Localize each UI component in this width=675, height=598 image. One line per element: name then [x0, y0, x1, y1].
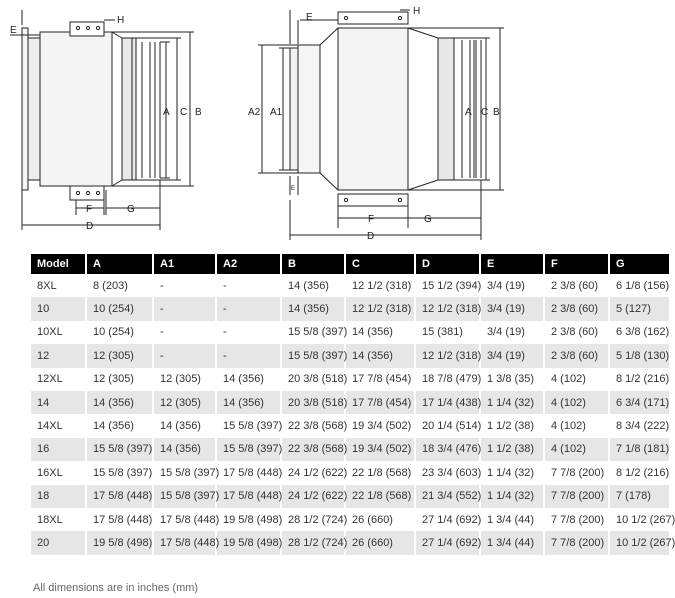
table-row	[31, 461, 670, 484]
table-cell: 12	[31, 344, 86, 367]
label-g-right: G	[424, 214, 432, 225]
table-cell: 4 (102)	[544, 438, 609, 461]
table-cell: 14 (356)	[153, 438, 216, 461]
table-cell: 12 1/2 (318)	[345, 274, 415, 297]
table-cell: 12 (305)	[153, 368, 216, 391]
table-cell: -	[216, 297, 281, 320]
table-cell: 1 1/2 (38)	[480, 438, 544, 461]
column-header: A	[86, 254, 153, 274]
table-cell: 16	[31, 438, 86, 461]
table-cell: -	[153, 274, 216, 297]
dimension-table	[31, 254, 675, 555]
table-cell: 8 (203)	[86, 274, 153, 297]
table-cell: 4 (102)	[544, 391, 609, 414]
table-cell: -	[153, 344, 216, 367]
table-cell: 14 (356)	[86, 391, 153, 414]
label-d-right: D	[367, 231, 375, 242]
table-cell: 14 (356)	[345, 344, 415, 367]
table-cell: 3/4 (19)	[480, 274, 544, 297]
table-cell: 7 7/8 (200)	[544, 508, 609, 531]
label-h-left: H	[117, 15, 125, 26]
table-cell: 1 1/2 (38)	[480, 414, 544, 437]
table-cell: 19 5/8 (498)	[216, 531, 281, 554]
table-cell: 7 (178)	[609, 485, 670, 508]
label-a-right: A	[465, 107, 472, 118]
left-fan-drawing	[10, 10, 194, 230]
table-cell: 17 7/8 (454)	[345, 391, 415, 414]
table-cell: 3/4 (19)	[480, 321, 544, 344]
table-row	[31, 344, 670, 367]
table-cell: 22 3/8 (568)	[281, 438, 345, 461]
table-row	[31, 485, 670, 508]
table-cell: 17 7/8 (454)	[345, 368, 415, 391]
table-cell: 2 3/8 (60)	[544, 297, 609, 320]
table-row	[31, 274, 670, 297]
label-b-right: B	[493, 107, 500, 118]
table-cell: 15 5/8 (397)	[216, 438, 281, 461]
column-header: D	[415, 254, 480, 274]
table-cell: 28 1/2 (724)	[281, 531, 345, 554]
table-cell: 15 5/8 (397)	[216, 414, 281, 437]
table-cell: 8 3/4 (222)	[609, 414, 670, 437]
table-cell: 16XL	[31, 461, 86, 484]
table-cell: 4 (102)	[544, 414, 609, 437]
table-cell: 12 (305)	[153, 391, 216, 414]
table-cell: 14 (356)	[281, 274, 345, 297]
table-cell: 7 1/8 (181)	[609, 438, 670, 461]
table-cell: 17 5/8 (448)	[86, 485, 153, 508]
table-cell: 7 7/8 (200)	[544, 531, 609, 554]
table-cell: 5 (127)	[609, 297, 670, 320]
column-header: C	[345, 254, 415, 274]
table-row	[31, 438, 670, 461]
table-cell: 2 3/8 (60)	[544, 321, 609, 344]
table-cell: 10 (254)	[86, 297, 153, 320]
footnote: All dimensions are in inches (mm)	[33, 582, 199, 594]
table-cell: 26 (660)	[345, 531, 415, 554]
table-cell: 1 3/4 (44)	[480, 508, 544, 531]
table-cell: 18	[31, 485, 86, 508]
table-cell: -	[216, 321, 281, 344]
label-h-right: H	[413, 6, 421, 17]
label-e-right: E	[306, 12, 313, 23]
table-cell: 14 (356)	[216, 368, 281, 391]
label-f-right: F	[368, 214, 375, 225]
table-cell: 14 (356)	[345, 321, 415, 344]
table-cell: 7 7/8 (200)	[544, 461, 609, 484]
table-cell: 14 (356)	[153, 414, 216, 437]
table-cell: 17 5/8 (448)	[216, 485, 281, 508]
label-b-left: B	[195, 107, 202, 118]
table-cell: 17 5/8 (448)	[153, 531, 216, 554]
label-e-left: E	[10, 25, 17, 36]
table-cell: 5 1/8 (130)	[609, 344, 670, 367]
table-cell: 7 7/8 (200)	[544, 485, 609, 508]
label-g-left: G	[127, 204, 135, 215]
table-cell: 1 3/4 (44)	[480, 531, 544, 554]
table-cell: 22 1/8 (568)	[345, 461, 415, 484]
table-cell: 22 1/8 (568)	[345, 485, 415, 508]
column-header: A1	[153, 254, 216, 274]
table-cell: 6 1/8 (156)	[609, 274, 670, 297]
table-cell: 10 1/2 (267)	[609, 531, 670, 554]
label-a1-right: A1	[270, 107, 283, 118]
label-a2-right: A2	[248, 107, 261, 118]
table-cell: 27 1/4 (692)	[415, 531, 480, 554]
label-e-small-right: E	[291, 186, 296, 192]
table-cell: 20 3/8 (518)	[281, 391, 345, 414]
table-cell: 27 1/4 (692)	[415, 508, 480, 531]
table-cell: -	[216, 344, 281, 367]
table-cell: 20	[31, 531, 86, 554]
table-cell: 12 1/2 (318)	[415, 344, 480, 367]
table-row	[31, 508, 670, 531]
table-cell: 12 1/2 (318)	[415, 297, 480, 320]
label-c-right: C	[481, 107, 489, 118]
table-cell: 14 (356)	[86, 414, 153, 437]
table-cell: 15 (381)	[415, 321, 480, 344]
table-cell: 3/4 (19)	[480, 297, 544, 320]
table-cell: 21 3/4 (552)	[415, 485, 480, 508]
table-cell: 12 (305)	[86, 344, 153, 367]
label-a-left: A	[163, 107, 170, 118]
column-header: F	[544, 254, 609, 274]
table-cell: 17 5/8 (448)	[216, 461, 281, 484]
table-cell: 1 1/4 (32)	[480, 485, 544, 508]
column-header: B	[281, 254, 345, 274]
table-cell: 20 3/8 (518)	[281, 368, 345, 391]
table-cell: 14	[31, 391, 86, 414]
table-cell: 1 3/8 (35)	[480, 368, 544, 391]
table-row	[31, 321, 670, 344]
table-cell: 1 1/4 (32)	[480, 391, 544, 414]
table-cell: 18XL	[31, 508, 86, 531]
column-header: A2	[216, 254, 281, 274]
table-cell: 23 3/4 (603)	[415, 461, 480, 484]
table-cell: 10	[31, 297, 86, 320]
table-cell: 15 1/2 (394)	[415, 274, 480, 297]
table-row	[31, 531, 670, 554]
table-cell: 4 (102)	[544, 368, 609, 391]
table-cell: 14 (356)	[281, 297, 345, 320]
table-cell: 1 1/4 (32)	[480, 461, 544, 484]
table-row	[31, 368, 670, 391]
fan-dimension-diagrams	[0, 0, 675, 250]
table-cell: 14XL	[31, 414, 86, 437]
table-cell: 12 1/2 (318)	[345, 297, 415, 320]
table-cell: 24 1/2 (622)	[281, 485, 345, 508]
table-cell: 3/4 (19)	[480, 344, 544, 367]
table-cell: 18 3/4 (476)	[415, 438, 480, 461]
table-row	[31, 297, 670, 320]
table-cell: 8XL	[31, 274, 86, 297]
table-cell: -	[216, 274, 281, 297]
table-cell: 6 3/4 (171)	[609, 391, 670, 414]
table-cell: 19 3/4 (502)	[345, 438, 415, 461]
table-row	[31, 391, 670, 414]
table-cell: 18 7/8 (479)	[415, 368, 480, 391]
table-cell: 10 1/2 (267)	[609, 508, 670, 531]
column-header: Model	[31, 254, 86, 274]
table-cell: 12 (305)	[86, 368, 153, 391]
table-cell: 6 3/8 (162)	[609, 321, 670, 344]
table-cell: 12XL	[31, 368, 86, 391]
label-c-left: C	[180, 107, 188, 118]
column-header: G	[609, 254, 670, 274]
table-cell: 2 3/8 (60)	[544, 274, 609, 297]
table-cell: 15 5/8 (397)	[86, 438, 153, 461]
table-cell: 8 1/2 (216)	[609, 368, 670, 391]
table-cell: 14 (356)	[216, 391, 281, 414]
table-cell: 17 1/4 (438)	[415, 391, 480, 414]
table-cell: 8 1/2 (216)	[609, 461, 670, 484]
table-cell: -	[153, 297, 216, 320]
table-header-row	[31, 254, 670, 274]
table-cell: 15 5/8 (397)	[153, 485, 216, 508]
label-f-left: F	[86, 204, 93, 215]
label-d-left: D	[86, 221, 94, 232]
table-cell: 15 5/8 (397)	[153, 461, 216, 484]
table-cell: 24 1/2 (622)	[281, 461, 345, 484]
table-cell: 15 5/8 (397)	[281, 321, 345, 344]
table-cell: 10XL	[31, 321, 86, 344]
table-cell: 17 5/8 (448)	[86, 508, 153, 531]
table-cell: 20 1/4 (514)	[415, 414, 480, 437]
table-cell: 19 5/8 (498)	[86, 531, 153, 554]
table-cell: 19 5/8 (498)	[216, 508, 281, 531]
table-row	[31, 414, 670, 437]
table-cell: 19 3/4 (502)	[345, 414, 415, 437]
table-cell: 15 5/8 (397)	[86, 461, 153, 484]
table-cell: 17 5/8 (448)	[153, 508, 216, 531]
table-cell: 28 1/2 (724)	[281, 508, 345, 531]
column-header: E	[480, 254, 544, 274]
table-cell: 10 (254)	[86, 321, 153, 344]
table-cell: -	[153, 321, 216, 344]
right-fan-drawing	[258, 10, 504, 240]
table-cell: 15 5/8 (397)	[281, 344, 345, 367]
table-cell: 26 (660)	[345, 508, 415, 531]
table-cell: 22 3/8 (568)	[281, 414, 345, 437]
table-cell: 2 3/8 (60)	[544, 344, 609, 367]
